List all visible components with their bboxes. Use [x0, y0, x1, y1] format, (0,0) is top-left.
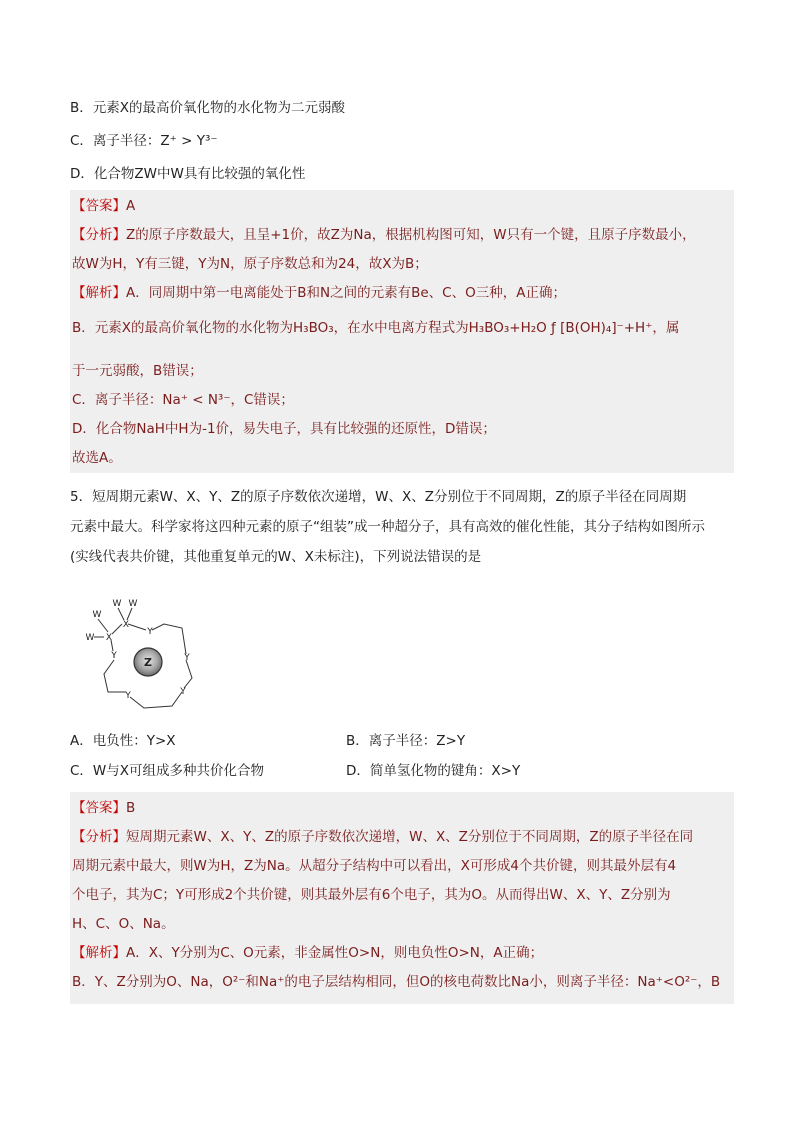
label-x-1: X — [122, 620, 130, 630]
q5-option-c[interactable]: C．W与X可组成多种共价化合物 — [70, 763, 265, 779]
q5-stem-line-3: (实线代表共价键，其他重复单元的W、X未标注)，下列说法错误的是 — [70, 549, 482, 565]
answer-value: B — [126, 800, 136, 816]
label-y-3: Y — [180, 687, 186, 697]
label-y-2: Y — [184, 653, 190, 663]
explain-text: A．同周期中第一电离能处于B和N之间的元素有Be、C、O三种，A正确； — [126, 285, 566, 301]
prev-explain-b-line-1: B．元素X的最高价氧化物的水化物为H₃BO₃，在水中电离方程式为H₃BO₃+H₂O ƒ [B(OH)₄]⁻+H⁺，属 — [72, 320, 680, 336]
q5-analysis-line-3: 个电子，其为C；Y可形成2个共价键，则其最外层有6个电子，其为O。从而得出W、X、Y、Z分别为 — [72, 887, 671, 903]
prev-analysis-line-1 — [72, 225, 732, 245]
label-x-2: X — [105, 633, 113, 643]
explain-tag: 【解析】 — [72, 945, 126, 961]
explain-text: A．X、Y分别为C、O元素，非金属性O>N，则电负性O>N，A正确； — [126, 945, 544, 961]
q5-stem — [70, 482, 734, 572]
q5-explain-b: B．Y、Z分别为O、Na，O²⁻和Na⁺的电子层结构相同，但O的核电荷数比Na小，则离子半径：Na⁺<O²⁻，B — [72, 974, 721, 990]
analysis-text: Z的原子序数最大，且呈+1价，故Z为Na，根据机构图可知，W只有一个键，且原子序数最小， — [126, 227, 696, 243]
analysis-tag: 【分析】 — [72, 829, 126, 845]
label-y-4: Y — [125, 691, 131, 701]
supramolecule-structure-diagram — [80, 594, 220, 714]
label-y-1: Y — [147, 627, 153, 637]
q5-answer-block — [70, 792, 734, 1004]
document-page — [70, 98, 734, 1004]
q5-analysis-line-1 — [72, 827, 732, 847]
label-z: Z — [144, 656, 152, 669]
prev-analysis-line-2: 故W为H，Y有三键，Y为N，原子序数总和为24，故X为B； — [72, 256, 428, 272]
explain-tag: 【解析】 — [72, 285, 126, 301]
prev-explain-c: C．离子半径：Na⁺ < N³⁻，C错误； — [72, 392, 294, 408]
prev-answer — [72, 196, 732, 216]
q5-explain-a — [72, 943, 732, 963]
label-w-1: W — [112, 599, 122, 609]
analysis-text: 短周期元素W、X、Y、Z的原子序数依次递增，W、X、Z分别位于不同周期，Z的原子半径在同 — [126, 829, 694, 845]
answer-value: A — [126, 198, 136, 214]
q5-options — [70, 726, 734, 786]
prev-explain-b-line-2: 于一元弱酸，B错误； — [72, 363, 203, 379]
prev-option-c: C．离子半径：Z⁺ > Y³⁻ — [70, 133, 218, 149]
label-w-2: W — [128, 599, 138, 609]
label-y-5: Y — [111, 651, 117, 661]
prev-answer-block — [70, 190, 734, 473]
q5-stem-line-1: 5．短周期元素W、X、Y、Z的原子序数依次递增，W、X、Z分别位于不同周期，Z的原子半径在同周期 — [70, 489, 687, 505]
answer-tag: 【答案】 — [72, 800, 126, 816]
q5-option-d[interactable]: D．简单氢化物的键角：X>Y — [346, 763, 521, 779]
prev-conclusion: 故选A。 — [72, 450, 122, 466]
prev-explain-d: D．化合物NaH中H为-1价，易失电子，具有比较强的还原性，D错误； — [72, 421, 496, 437]
prev-option-d: D．化合物ZW中W具有比较强的氧化性 — [70, 166, 306, 182]
q5-stem-line-2: 元素中最大。科学家将这四种元素的原子“组装”成一种超分子，具有高效的催化性能，其分子结构如图所示 — [70, 519, 705, 535]
q5-analysis-line-2: 周期元素中最大，则W为H，Z为Na。从超分子结构中可以看出，X可形成4个共价键，则其最外层有4 — [72, 858, 677, 874]
q5-option-b[interactable]: B．离子半径：Z>Y — [346, 733, 466, 749]
q5-answer — [72, 798, 732, 818]
answer-tag: 【答案】 — [72, 198, 126, 214]
analysis-tag: 【分析】 — [72, 227, 126, 243]
label-w-4: W — [85, 633, 95, 643]
q5-option-a[interactable]: A．电负性：Y>X — [70, 733, 176, 749]
label-w-3: W — [92, 610, 102, 620]
q5-analysis-line-4: H、C、O、Na。 — [72, 916, 175, 932]
prev-explain-a — [72, 283, 732, 303]
prev-option-b: B．元素X的最高价氧化物的水化物为二元弱酸 — [70, 100, 346, 116]
